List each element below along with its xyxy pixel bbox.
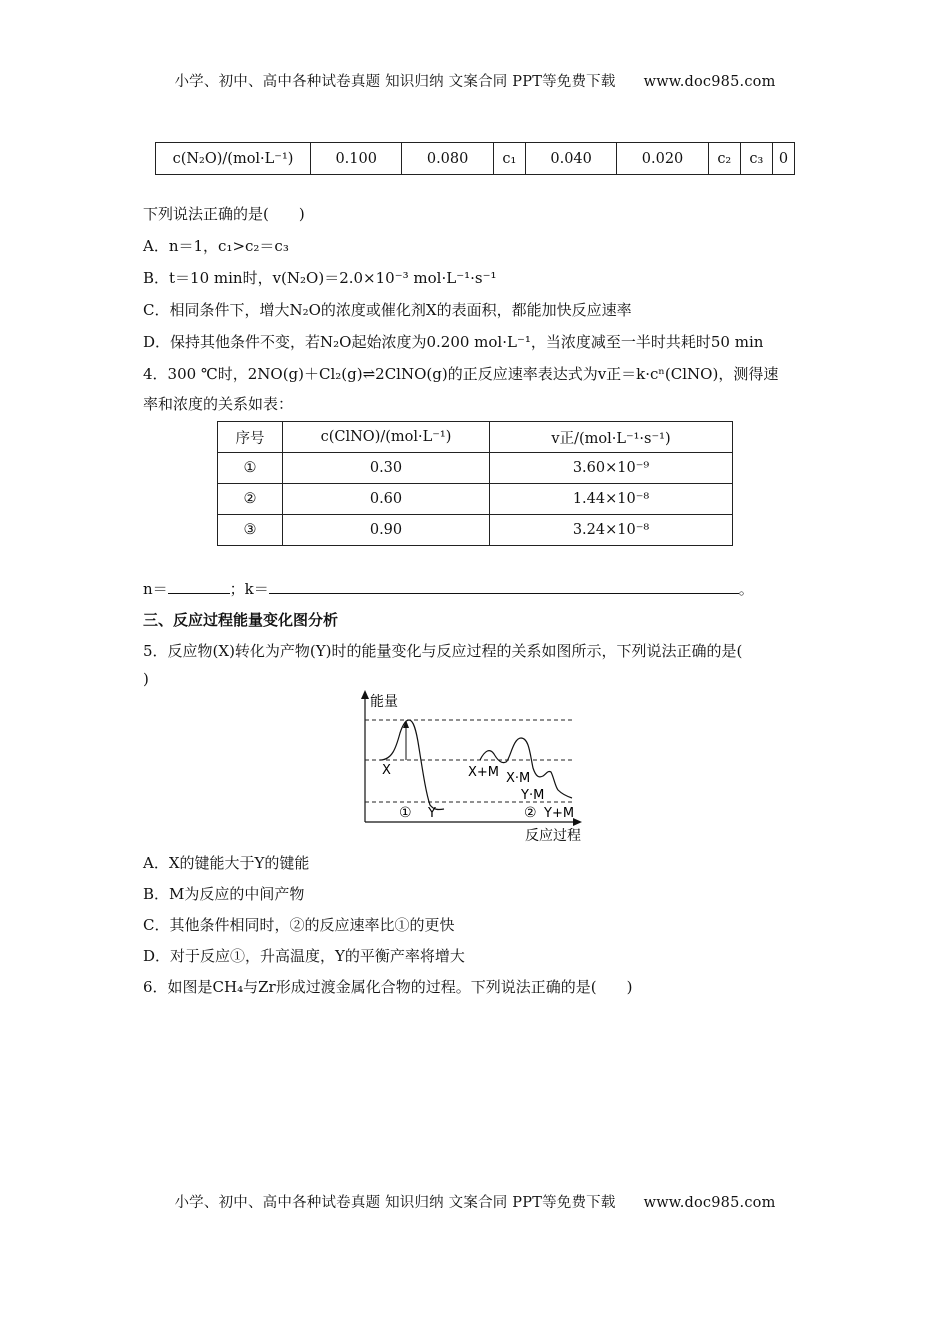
q4-header: 序号 bbox=[218, 422, 283, 453]
label-y: Y bbox=[428, 806, 436, 821]
page-footer bbox=[0, 1191, 950, 1212]
energy-diagram bbox=[340, 688, 600, 848]
q4-answer-line bbox=[143, 579, 754, 599]
q3-option-c: C．相同条件下，增大N₂O的浓度或催化剂X的表面积，都能加快反应速率 bbox=[143, 301, 632, 319]
q4-stem-line2: 率和浓度的关系如表： bbox=[143, 395, 294, 413]
q3-option-d: D．保持其他条件不变，若N₂O起始浓度为0.200 mol·L⁻¹，当浓度减至一半时共耗时50 min bbox=[143, 333, 764, 351]
header-site: www.doc985.com bbox=[643, 74, 776, 90]
clno-rate-table bbox=[217, 421, 733, 546]
table1-cell: 0.100 bbox=[311, 143, 402, 175]
q4-answer-n: n＝ bbox=[143, 580, 168, 598]
q6-stem: 6．如图是CH₄与Zr形成过渡金属化合物的过程。下列说法正确的是( ) bbox=[143, 978, 633, 996]
label-x-dot-m: X·M bbox=[506, 771, 531, 786]
q4-n-blank[interactable] bbox=[168, 579, 230, 594]
q4-cell: ③ bbox=[218, 515, 283, 546]
q4-cell: 0.30 bbox=[283, 453, 490, 484]
table1-cell: 0 bbox=[772, 143, 794, 175]
page-header bbox=[0, 70, 950, 91]
label-reaction-1: ① bbox=[399, 805, 412, 821]
y-axis-arrow bbox=[361, 690, 369, 699]
q3-stem: 下列说法正确的是( ) bbox=[143, 205, 305, 223]
label-x: X bbox=[382, 763, 391, 778]
q3-option-a: A．n＝1，c₁>c₂＝c₃ bbox=[143, 237, 289, 255]
q4-cell: 3.60×10⁻⁹ bbox=[490, 453, 733, 484]
q4-k-blank[interactable] bbox=[269, 579, 739, 594]
q4-cell: ② bbox=[218, 484, 283, 515]
table1-cell: 0.020 bbox=[617, 143, 708, 175]
table1-cell: c₂ bbox=[708, 143, 740, 175]
x-axis-arrow bbox=[573, 818, 582, 826]
q4-cell: ① bbox=[218, 453, 283, 484]
q4-cell: 1.44×10⁻⁸ bbox=[490, 484, 733, 515]
q5-stem-line2: ) bbox=[143, 670, 149, 688]
q5-option-d: D．对于反应①，升高温度，Y的平衡产率将增大 bbox=[143, 947, 465, 965]
label-y-plus-m: Y+M bbox=[544, 806, 575, 821]
section3-title: 三、反应过程能量变化图分析 bbox=[143, 611, 339, 629]
table1-cell: c₃ bbox=[740, 143, 772, 175]
q4-answer-k: ；k＝ bbox=[229, 580, 269, 598]
n2o-concentration-table bbox=[155, 142, 795, 175]
q4-header: c(ClNO)/(mol·L⁻¹) bbox=[283, 422, 490, 453]
q4-cell: 0.90 bbox=[283, 515, 490, 546]
table1-cell: 0.040 bbox=[525, 143, 616, 175]
q4-cell: 3.24×10⁻⁸ bbox=[490, 515, 733, 546]
q4-cell: 0.60 bbox=[283, 484, 490, 515]
footer-site: www.doc985.com bbox=[643, 1195, 776, 1211]
label-y-dot-m: Y·M bbox=[521, 788, 545, 803]
q4-header: v正/(mol·L⁻¹·s⁻¹) bbox=[490, 422, 733, 453]
q5-option-c: C．其他条件相同时，②的反应速率比①的更快 bbox=[143, 916, 455, 934]
q4-answer-end: 。 bbox=[738, 580, 754, 598]
x-axis-label: 反应过程 bbox=[525, 828, 581, 844]
footer-text: 小学、初中、高中各种试卷真题 知识归纳 文案合同 PPT等免费下载 bbox=[174, 1195, 616, 1211]
q5-option-b: B．M为反应的中间产物 bbox=[143, 885, 305, 903]
table1-label: c(N₂O)/(mol·L⁻¹) bbox=[156, 143, 311, 175]
q4-stem-line1: 4．300 ℃时，2NO(g)＋Cl₂(g)⇌2ClNO(g)的正反应速率表达式为v正＝k·cⁿ(ClNO)，测得速 bbox=[143, 365, 779, 383]
y-axis-label: 能量 bbox=[370, 694, 398, 710]
header-text: 小学、初中、高中各种试卷真题 知识归纳 文案合同 PPT等免费下载 bbox=[174, 74, 616, 90]
q3-option-b: B．t＝10 min时，v(N₂O)＝2.0×10⁻³ mol·L⁻¹·s⁻¹ bbox=[143, 269, 497, 287]
q5-option-a: A．X的键能大于Y的键能 bbox=[143, 854, 310, 872]
table1-cell: c₁ bbox=[493, 143, 525, 175]
q5-stem-line1: 5．反应物(X)转化为产物(Y)时的能量变化与反应过程的关系如图所示，下列说法正确的是( bbox=[143, 642, 743, 660]
label-reaction-2: ② bbox=[524, 805, 537, 821]
table1-cell: 0.080 bbox=[402, 143, 493, 175]
label-x-plus-m: X+M bbox=[468, 765, 500, 780]
